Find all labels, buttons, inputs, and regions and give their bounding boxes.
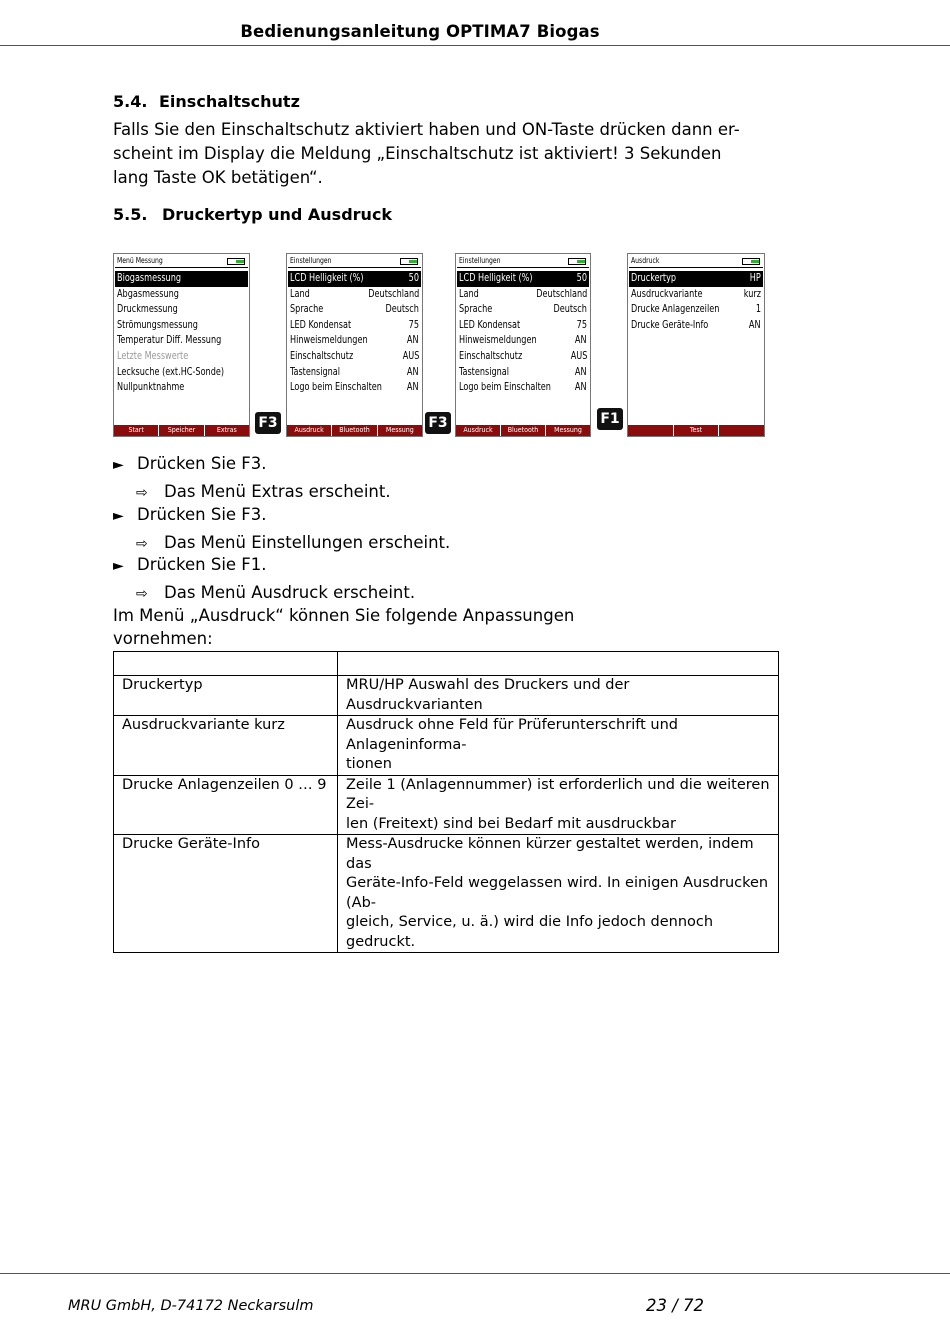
menu-item-label: Hinweismeldungen: [290, 334, 368, 347]
section-number: 5.4.: [113, 92, 148, 111]
screen-title: Einstellungen: [290, 256, 332, 265]
screen-menu: [115, 271, 248, 396]
table-header-cell: [338, 652, 779, 676]
table-row: [114, 676, 779, 716]
menu-item-label: LCD Helligkeit (%): [290, 272, 364, 284]
menu-item-label: Drucke Anlagenzeilen: [631, 303, 720, 316]
screen-title: Menü Messung: [117, 256, 163, 265]
menu-item-label: Einschaltschutz: [459, 349, 523, 362]
menu-item-label: Tastensignal: [459, 365, 510, 378]
description-line: Geräte-Info-Feld weggelassen wird. In einigen Ausdrucken (Ab-: [346, 875, 769, 911]
screen-menu-item: [115, 333, 248, 349]
screen-menu-item: [629, 287, 763, 303]
menu-item-label: Tastensignal: [290, 365, 341, 378]
page-number: 23 / 72: [646, 1296, 705, 1315]
step-action: ► Drücken Sie F3.: [113, 505, 267, 524]
function-key-label: Speicher: [159, 425, 204, 436]
function-key-label: [628, 425, 674, 436]
screen-menu-item: [457, 380, 589, 396]
step-result: ⇨ Das Menü Einstellungen erscheint.: [136, 533, 451, 552]
menu-item-value: kurz: [743, 287, 761, 300]
function-key-label: [719, 425, 764, 436]
description-line: gleich, Service, u. ä.) wird die Info jedoch dennoch gedruckt.: [346, 914, 714, 950]
document-title: Bedienungsanleitung OPTIMA7 Biogas: [240, 22, 600, 41]
menu-item-value: 75: [408, 318, 419, 331]
menu-item-label: Logo beim Einschalten: [290, 381, 382, 394]
menu-item-value: 50: [576, 272, 587, 284]
table-row: [114, 835, 779, 953]
device-screen: [113, 253, 250, 437]
menu-item-label: LCD Helligkeit (%): [459, 272, 533, 284]
screen-menu: [457, 271, 589, 396]
menu-item-value: AUS: [402, 349, 419, 362]
menu-item-value: Deutschland: [536, 287, 587, 300]
section-heading-5-4: [113, 92, 300, 111]
table-header-row: [114, 652, 779, 676]
screen-menu-item: [288, 287, 421, 303]
step-arrow-icon: ►: [113, 457, 124, 473]
parameter-cell: Drucke Geräte-Info: [114, 835, 338, 953]
description-cell: [338, 676, 779, 716]
screen-menu-item: [288, 271, 421, 287]
menu-item-label: Logo beim Einschalten: [459, 381, 551, 394]
screen-menu-item: [288, 333, 421, 349]
screen-titlebar: [457, 255, 589, 268]
screen-menu-item: [629, 271, 763, 287]
menu-item-label: LED Kondensat: [290, 318, 352, 331]
step-arrow-icon: ►: [113, 508, 124, 524]
function-key-label: Start: [114, 425, 159, 436]
function-key-label: Bluetooth: [501, 425, 546, 436]
screen-menu-item: [629, 318, 763, 334]
screen-menu-item: [288, 318, 421, 334]
footer-company: MRU GmbH, D-74172 Neckarsulm: [68, 1298, 314, 1314]
menu-item-label: Land: [290, 287, 310, 300]
function-key-label: Messung: [385, 426, 414, 434]
menu-item-value: AN: [575, 365, 587, 378]
step-arrow-icon: ►: [113, 558, 124, 574]
parameter-cell: Ausdruckvariante kurz: [114, 716, 338, 776]
screen-menu-item: [288, 302, 421, 318]
screen-menu-item: [115, 380, 248, 396]
battery-icon: [400, 258, 418, 265]
menu-item-value: 50: [408, 272, 419, 284]
menu-item-value: 1: [755, 303, 761, 316]
screen-menu-item: [457, 333, 589, 349]
step-result: ⇨ Das Menü Ausdruck erscheint.: [136, 583, 416, 602]
screen-titlebar: [629, 255, 763, 268]
table-header-cell: [114, 652, 338, 676]
menu-item-value: 75: [576, 318, 587, 331]
description-line: Ausdruck ohne Feld für Prüferunterschrift und Anlageninforma-: [346, 717, 678, 753]
paragraph-line: scheint im Display die Meldung „Einschaltschutz ist aktiviert! 3 Sekunden: [113, 144, 722, 163]
menu-item-label: Temperatur Diff. Messung: [117, 334, 222, 347]
screen-menu-item: [629, 302, 763, 318]
menu-item-label: Einschaltschutz: [290, 349, 354, 362]
device-screen: [627, 253, 765, 437]
battery-icon: [568, 258, 586, 265]
menu-item-value: AN: [749, 318, 761, 331]
menu-item-label: Land: [459, 287, 479, 300]
screen-menu: [629, 271, 763, 333]
description-line: Mess-Ausdrucke können kürzer gestaltet werden, indem das: [346, 836, 754, 872]
menu-item-value: AUS: [570, 349, 587, 362]
step-action: ► Drücken Sie F3.: [113, 454, 267, 473]
step-result: ⇨ Das Menü Extras erscheint.: [136, 482, 391, 501]
screen-menu-item: [288, 365, 421, 381]
screen-menu-item: [115, 349, 248, 365]
function-key-bar: [628, 425, 764, 436]
description-cell: [338, 775, 779, 835]
section-5-4-paragraph: [113, 118, 740, 190]
menu-item-label: Strömungsmessung: [117, 318, 198, 331]
parameter-cell: Druckertyp: [114, 676, 338, 716]
function-key-label: Bluetooth: [332, 425, 377, 436]
description-line: MRU/HP Auswahl des Druckers und der Ausdruckvarianten: [346, 677, 630, 713]
description-line: tionen: [346, 756, 392, 772]
menu-item-value: AN: [407, 334, 419, 347]
screen-menu-item: [457, 302, 589, 318]
print-settings-table: [113, 651, 779, 953]
menu-item-value: Deutsch: [385, 303, 419, 316]
menu-item-label: Sprache: [290, 303, 324, 316]
screen-menu-item: [288, 349, 421, 365]
screen-titlebar: [115, 255, 248, 268]
table-intro-line: vornehmen:: [113, 629, 213, 648]
menu-item-value: HP: [749, 272, 761, 284]
section-number: 5.5.: [113, 205, 148, 224]
menu-item-label: Lecksuche (ext.HC-Sonde): [117, 365, 225, 378]
table-row: [114, 716, 779, 776]
description-line: Zeile 1 (Anlagennummer) ist erforderlich und die weiteren Zei-: [346, 776, 770, 812]
section-title: Einschaltschutz: [159, 92, 300, 111]
menu-item-label: Letzte Messwerte: [117, 349, 189, 362]
f3-key-icon: F3: [425, 412, 451, 434]
parameter-cell: Drucke Anlagenzeilen 0 … 9: [114, 775, 338, 835]
menu-item-value: Deutsch: [553, 303, 587, 316]
menu-item-label: Druckmessung: [117, 303, 178, 316]
screen-title: Ausdruck: [631, 256, 660, 265]
result-arrow-icon: ⇨: [136, 586, 148, 602]
description-line: len (Freitext) sind bei Bedarf mit ausdruckbar: [346, 815, 677, 832]
battery-icon: [742, 258, 760, 265]
description-cell: [338, 716, 779, 776]
menu-item-label: Drucke Geräte-Info: [631, 318, 709, 331]
menu-item-value: Deutschland: [368, 287, 419, 300]
section-heading-5-5: [113, 205, 392, 224]
screen-menu-item: [115, 271, 248, 287]
paragraph-line: Falls Sie den Einschaltschutz aktiviert haben und ON-Taste drücken dann er-: [113, 120, 740, 139]
menu-item-label: Sprache: [459, 303, 493, 316]
menu-item-label: Ausdruckvariante: [631, 287, 703, 300]
footer-divider: [0, 1273, 950, 1274]
function-key-bar: [114, 425, 249, 436]
screen-title: Einstellungen: [459, 256, 501, 265]
menu-item-label: LED Kondensat: [459, 318, 521, 331]
screen-menu-item: [115, 287, 248, 303]
f3-key-icon: F3: [255, 412, 281, 434]
function-key-label: Ausdruck: [456, 425, 501, 436]
step-action: ► Drücken Sie F1.: [113, 555, 267, 574]
menu-item-value: AN: [407, 381, 419, 394]
menu-item-label: Hinweismeldungen: [459, 334, 537, 347]
header-divider: [0, 45, 950, 46]
menu-item-label: Nullpunktnahme: [117, 381, 185, 394]
screen-menu-item: [457, 271, 589, 287]
function-key-label: Messung: [554, 426, 582, 434]
screen-menu-item: [457, 318, 589, 334]
result-arrow-icon: ⇨: [136, 485, 148, 501]
screen-menu: [288, 271, 421, 396]
screen-menu-item: [288, 380, 421, 396]
table-row: [114, 775, 779, 835]
screen-menu-item: [457, 365, 589, 381]
menu-item-label: Biogasmessung: [117, 272, 182, 284]
function-key-label: Extras: [216, 426, 237, 434]
menu-item-value: AN: [575, 381, 587, 394]
description-cell: [338, 835, 779, 953]
screen-menu-item: [457, 287, 589, 303]
paragraph-line: lang Taste OK betätigen“.: [113, 168, 323, 187]
function-key-label: Ausdruck: [287, 425, 332, 436]
table-intro-line: Im Menü „Ausdruck“ können Sie folgende Anpassungen: [113, 606, 575, 625]
screen-menu-item: [457, 349, 589, 365]
menu-item-value: AN: [575, 334, 587, 347]
device-screen: [455, 253, 591, 437]
screen-titlebar: [288, 255, 421, 268]
screen-menu-item: [115, 302, 248, 318]
result-arrow-icon: ⇨: [136, 536, 148, 552]
battery-icon: [227, 258, 245, 265]
menu-item-label: Druckertyp: [631, 272, 677, 284]
device-screen: [286, 253, 423, 437]
screen-menu-item: [115, 318, 248, 334]
section-title: Druckertyp und Ausdruck: [162, 205, 393, 224]
f1-key-icon: F1: [597, 408, 623, 430]
function-key-label: Test: [674, 425, 720, 436]
function-key-bar: [287, 425, 422, 436]
menu-item-label: Abgasmessung: [117, 287, 179, 300]
screen-menu-item: [115, 365, 248, 381]
function-key-bar: [456, 425, 590, 436]
menu-item-value: AN: [407, 365, 419, 378]
